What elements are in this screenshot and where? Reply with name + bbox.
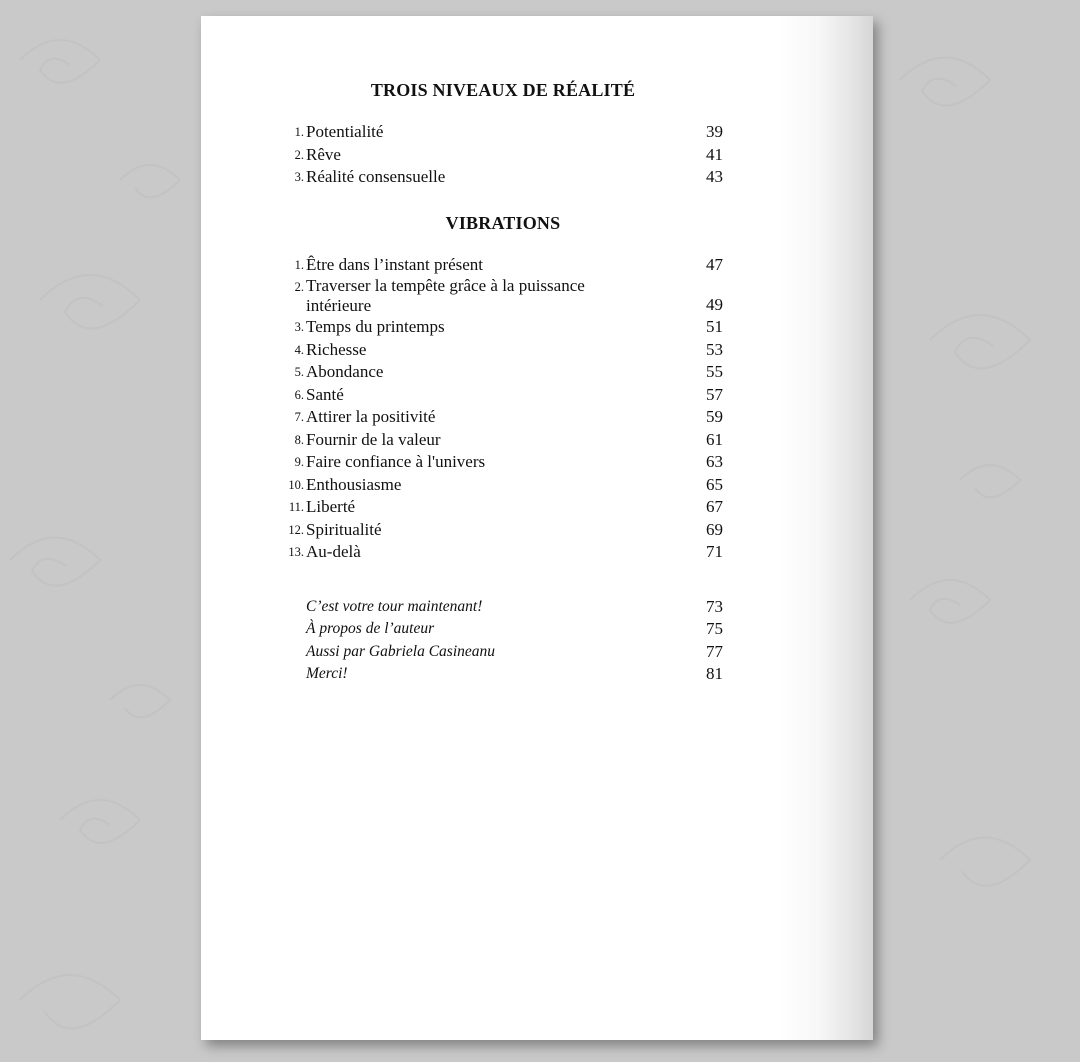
entry-page: 47 (706, 254, 723, 274)
entry-number: 2. (294, 147, 304, 162)
entry-page: 73 (706, 596, 723, 616)
entry-title: Liberté (306, 497, 356, 516)
entry-title: Faire confiance à l'univers (306, 452, 486, 471)
entry-title-line: Traverser la tempête grâce à la puissance (306, 276, 585, 295)
toc-entry (283, 276, 723, 316)
toc-entry (283, 339, 723, 362)
entry-number: 5. (294, 365, 304, 379)
entry-page: 81 (706, 664, 723, 683)
entry-title: Richesse (306, 339, 367, 359)
toc-list (283, 254, 723, 564)
entry-page: 51 (706, 317, 723, 336)
toc-entry (283, 663, 723, 686)
toc-entry (283, 406, 723, 429)
toc-entry (283, 144, 723, 167)
toc-list (283, 121, 723, 189)
toc-entry (283, 451, 723, 474)
entry-page: 41 (706, 144, 723, 164)
entry-number: 1. (294, 125, 304, 139)
entry-title: Être dans l’instant présent (306, 254, 484, 274)
toc-entry (283, 166, 723, 189)
entry-title: Abondance (306, 362, 384, 381)
entry-title: Merci! (306, 665, 348, 682)
toc-entry (283, 541, 723, 564)
entry-number: 7. (294, 410, 304, 424)
entry-page: 39 (706, 122, 723, 141)
toc-entry (283, 641, 723, 664)
toc-entry (283, 429, 723, 452)
entry-title: C’est votre tour maintenant! (306, 597, 483, 615)
entry-page: 75 (706, 619, 723, 638)
entry-title: Potentialité (306, 122, 384, 141)
entry-number: 11. (288, 500, 304, 514)
entry-title: Attirer la positivité (306, 407, 436, 426)
entry-title: Spiritualité (306, 519, 382, 539)
table-of-contents (283, 78, 723, 686)
entry-page: 71 (706, 542, 723, 561)
entry-title (306, 276, 683, 316)
entry-page: 59 (706, 407, 723, 426)
entry-page: 43 (706, 167, 723, 186)
entry-title: Rêve (306, 144, 341, 164)
entry-number: 3. (294, 170, 304, 184)
entry-number: 3. (294, 320, 304, 334)
entry-page: 63 (706, 452, 723, 471)
toc-entry (283, 496, 723, 519)
toc-entry (283, 254, 723, 277)
entry-title: Aussi par Gabriela Casineanu (306, 642, 496, 660)
toc-entry (283, 316, 723, 339)
entry-page: 69 (706, 519, 723, 539)
entry-page: 49 (706, 294, 723, 314)
entry-number: 10. (288, 477, 304, 492)
entry-number: 2. (294, 280, 304, 294)
entry-page: 53 (706, 339, 723, 359)
entry-title-line: intérieure (306, 296, 372, 315)
entry-title: Temps du printemps (306, 317, 445, 336)
book-page (201, 16, 873, 1040)
entry-number: 6. (294, 387, 304, 402)
entry-title: À propos de l’auteur (306, 620, 435, 637)
entry-title: Réalité consensuelle (306, 167, 446, 186)
entry-page: 77 (706, 641, 723, 661)
section-title: TROIS NIVEAUX DE RÉALITÉ (370, 80, 636, 100)
entry-title: Fournir de la valeur (306, 429, 441, 449)
toc-entry (283, 474, 723, 497)
entry-number: 4. (294, 342, 304, 357)
toc-entry (283, 384, 723, 407)
entry-title: Au-delà (306, 542, 361, 561)
section-title: VIBRATIONS (445, 212, 561, 233)
back-matter-list (283, 596, 723, 686)
entry-number: 8. (294, 432, 304, 447)
entry-page: 65 (706, 474, 723, 494)
toc-entry (283, 519, 723, 542)
entry-number: 9. (294, 455, 304, 469)
entry-title: Enthousiasme (306, 474, 402, 494)
entry-title: Santé (306, 384, 344, 404)
toc-entry (283, 596, 723, 619)
toc-entry (283, 618, 723, 641)
entry-number: 12. (288, 522, 304, 537)
entry-number: 1. (294, 257, 304, 272)
entry-page: 57 (706, 384, 723, 404)
entry-page: 55 (706, 362, 723, 381)
entry-number: 13. (288, 545, 304, 559)
entry-page: 61 (706, 429, 723, 449)
toc-entry (283, 121, 723, 144)
toc-entry (283, 361, 723, 384)
entry-page: 67 (706, 497, 723, 516)
